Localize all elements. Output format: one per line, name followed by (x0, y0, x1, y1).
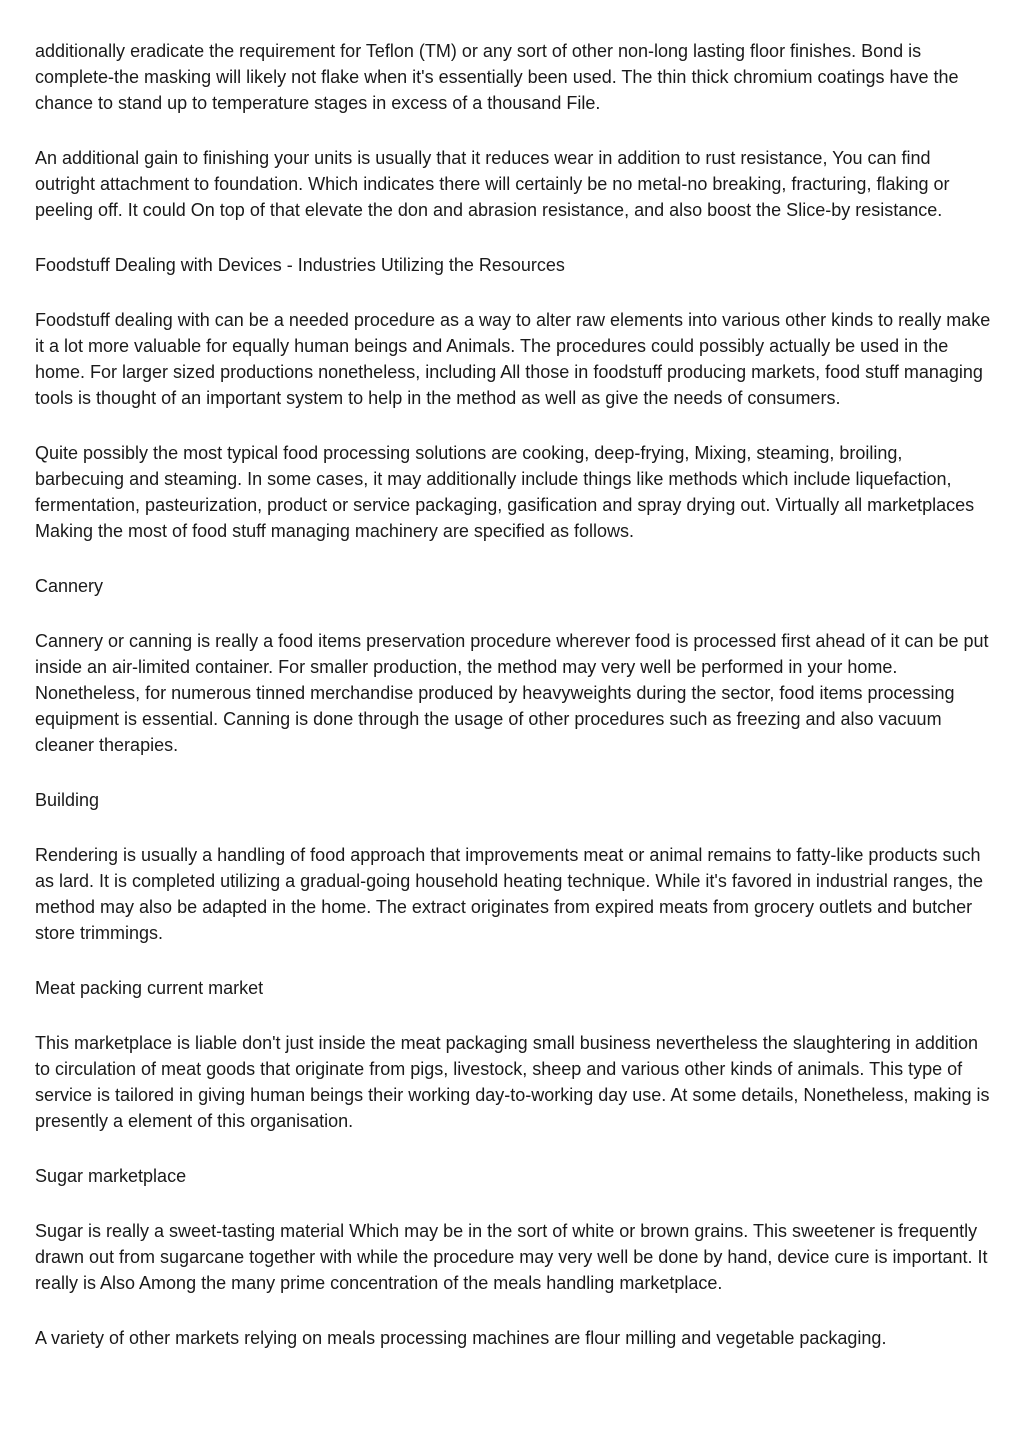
heading-sugar-marketplace: Sugar marketplace (35, 1166, 187, 1186)
paragraph-meat-packing: This marketplace is liable don't just inside the meat packaging small business nevertheless the slaughtering in addition to circulation of meat goods that originate from pigs, livestock, sheep and various other kinds of animals. This type of service is tailored in giving human beings their working day-to-working day use. At some details, Nonetheless, making is presently a element of this organisation. (35, 1033, 990, 1131)
heading-food-handling-devices: Foodstuff Dealing with Devices - Industries Utilizing the Resources (35, 255, 565, 275)
paragraph-chromium-coatings: additionally eradicate the requirement for Teflon (TM) or any sort of other non-long lasting floor finishes. Bond is complete-the masking will likely not flake when it's essentially been used. The thin thick chromium coatings have the chance to stand up to temperature stages in excess of a thousand File. (35, 41, 959, 113)
paragraph-other-markets: A variety of other markets relying on meals processing machines are flour milling and vegetable packaging. (35, 1328, 887, 1348)
heading-meat-packing: Meat packing current market (35, 978, 264, 998)
heading-building: Building (35, 790, 100, 810)
paragraph-cannery: Cannery or canning is really a food items preservation procedure wherever food is processed first ahead of it can be put inside an air-limited container. For smaller production, the method may very well be performed in your home. Nonetheless, for numerous tinned merchandise produced by heavyweights during the sector, food items processing equipment is essential. Canning is done through the usage of other procedures such as freezing and also vacuum cleaner therapies. (35, 631, 989, 755)
paragraph-sugar: Sugar is really a sweet-tasting material Which may be in the sort of white or brown grains. This sweetener is frequently drawn out from sugarcane together with while the procedure may very well be done by hand, device cure is important. It really is Also Among the many prime concentration of the meals handling marketplace. (35, 1221, 988, 1293)
document-body (35, 38, 995, 1380)
paragraph-rendering: Rendering is usually a handling of food approach that improvements meat or animal remains to fatty-like products such as lard. It is completed utilizing a gradual-going household heating technique. While it's favored in industrial ranges, the method may also be adapted in the home. The extract originates from expired meats from grocery outlets and butcher store trimmings. (35, 845, 983, 943)
paragraph-processing-solutions: Quite possibly the most typical food processing solutions are cooking, deep-frying, Mixing, steaming, broiling, barbecuing and steaming. In some cases, it may additionally include things like methods which include liquefaction, fermentation, pasteurization, product or service packaging, gasification and spray drying out. Virtually all marketplaces Making the most of food stuff managing machinery are specified as follows. (35, 443, 975, 541)
paragraph-finishing-benefits: An additional gain to finishing your units is usually that it reduces wear in addition to rust resistance, You can find outright attachment to foundation. Which indicates there will certainly be no metal-no breaking, fracturing, flaking or peeling off. It could On top of that elevate the don and abrasion resistance, and also boost the Slice-by resistance. (35, 148, 950, 220)
paragraph-food-handling-intro: Foodstuff dealing with can be a needed procedure as a way to alter raw elements into various other kinds to really make it a lot more valuable for equally human beings and Animals. The procedures could possibly actually be used in the home. For larger sized productions nonetheless, including All those in foodstuff producing markets, food stuff managing tools is thought of an important system to help in the method as well as give the needs of consumers. (35, 310, 991, 408)
heading-cannery: Cannery (35, 576, 104, 596)
